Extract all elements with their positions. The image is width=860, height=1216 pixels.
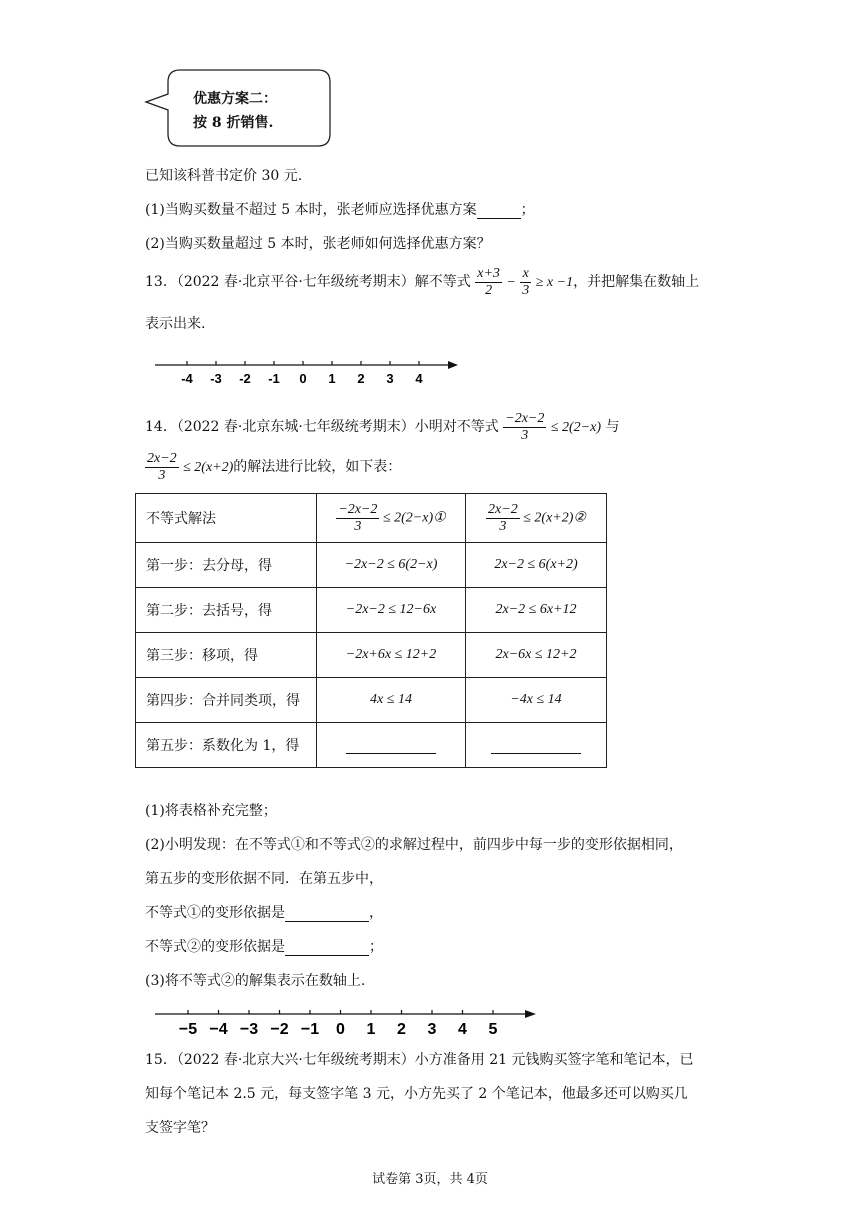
header-ineq2: $\frac{2x-2}{3}$ ≤ 2(x+2)② [466, 494, 607, 543]
intro-text: 已知该科普书定价 30 元. [145, 168, 303, 184]
q12-part2: (2)当购买数量超过 5 本时，张老师如何选择优惠方案？ [145, 236, 491, 252]
callout-bubble [140, 66, 335, 150]
callout-line1: 优惠方案二： [193, 91, 277, 107]
table-row: 第五步：系数化为 1，得 [136, 723, 607, 768]
axis-label: −1 [300, 1021, 320, 1038]
q14-part1: (1)将表格补充完整； [145, 803, 277, 819]
table-header-row [136, 494, 607, 543]
axis-label: −2 [270, 1021, 289, 1038]
q15-line1: 15．（2022 春·北京大兴·七年级统考期末）小方准备用 21 元钱购买签字笔和笔记本，已 [145, 1052, 694, 1068]
axis-label: -1 [268, 371, 280, 386]
q13-line2: 表示出来. [145, 316, 206, 332]
q12-part1: (1)当购买数量不超过 5 本时，张老师应选择优惠方案 ； [145, 202, 535, 218]
axis-label: 1 [366, 1021, 376, 1038]
q14-question-line2: $\frac{2x-2}{3}$ ≤ 2(x+2)的解法进行比较，如下表： [147, 450, 402, 483]
table-row: 第四步：合并同类项，得 4x ≤ 14 −4x ≤ 14 [136, 678, 607, 723]
table-row: 第一步：去分母，得 −2x−2 ≤ 6(2−x) 2x−2 ≤ 6(x+2) [136, 543, 607, 588]
q14-part2b: 第五步的变形依据不同．在第五步中， [145, 871, 383, 887]
callout-line2: 按 8 折销售. [193, 115, 274, 131]
comparison-table [135, 493, 607, 768]
q15-line3: 支签字笔？ [145, 1120, 215, 1136]
q14-part2a: (2)小明发现：在不等式①和不等式②的求解过程中，前四步中每一步的变形依据相同， [145, 837, 683, 853]
q14-part3: (3)将不等式②的解集表示在数轴上. [145, 973, 366, 989]
axis-label: 3 [386, 371, 394, 386]
answer-blank-1 [317, 723, 466, 768]
axis-label: −5 [178, 1021, 198, 1038]
axis-label: -3 [210, 371, 222, 386]
axis-label: -4 [181, 371, 193, 386]
axis-label: 3 [427, 1021, 437, 1038]
q15-line2: 知每个笔记本 2.5 元，每支签字笔 3 元，小方先买了 2 个笔记本，他最多还可以购买几 [145, 1086, 688, 1102]
q13-question: 13．（2022 春·北京平谷·七年级统考期末）解不等式 $\frac{x+3}{2}$ − $\frac{x}{3}$ ≥ x −1，并把解集在数轴上 [145, 265, 700, 298]
table-row: 第二步：去括号，得 −2x−2 ≤ 12−6x 2x−2 ≤ 6x+12 [136, 588, 607, 633]
answer-blank-2 [466, 723, 607, 768]
q14-question: 14．（2022 春·北京东城·七年级统考期末）小明对不等式 $\frac{-2x-2}{3}$ ≤ 2(2−x) 与 [145, 410, 620, 443]
page-footer: 试卷第 3页，共 4页 [372, 1172, 488, 1187]
axis-label: 4 [415, 371, 423, 386]
axis-label: 4 [458, 1021, 467, 1038]
q13-number-line [150, 355, 470, 391]
q14-ineq2-fraction: $\frac{2x-2}{3}$ [147, 450, 177, 483]
q13-fraction-1: $\frac{x+3}{2}$ [477, 265, 500, 298]
axis-label: −4 [209, 1021, 228, 1038]
q13-fraction-2: $\frac{x}{3}$ [522, 265, 530, 298]
axis-label: 2 [357, 371, 365, 386]
q14-part2c: 不等式①的变形依据是 ， [145, 905, 383, 921]
header-ineq1: $\frac{-2x-2}{3}$ ≤ 2(2−x)① [317, 494, 466, 543]
axis-label: 5 [488, 1021, 498, 1038]
table-row: 第三步：移项，得 −2x+6x ≤ 12+2 2x−6x ≤ 12+2 [136, 633, 607, 678]
axis-label: 0 [299, 371, 307, 386]
axis-label: -2 [239, 371, 251, 386]
header-label: 不等式解法 [136, 494, 317, 543]
q14-number-line [150, 1000, 540, 1040]
q14-ineq1-fraction: $\frac{-2x-2}{3}$ [505, 410, 545, 443]
axis-label: 1 [328, 371, 336, 386]
q14-part2d: 不等式②的变形依据是 ； [145, 939, 383, 955]
axis-label: −3 [239, 1021, 259, 1038]
axis-label: 2 [397, 1021, 406, 1038]
axis-label: 0 [336, 1021, 345, 1038]
